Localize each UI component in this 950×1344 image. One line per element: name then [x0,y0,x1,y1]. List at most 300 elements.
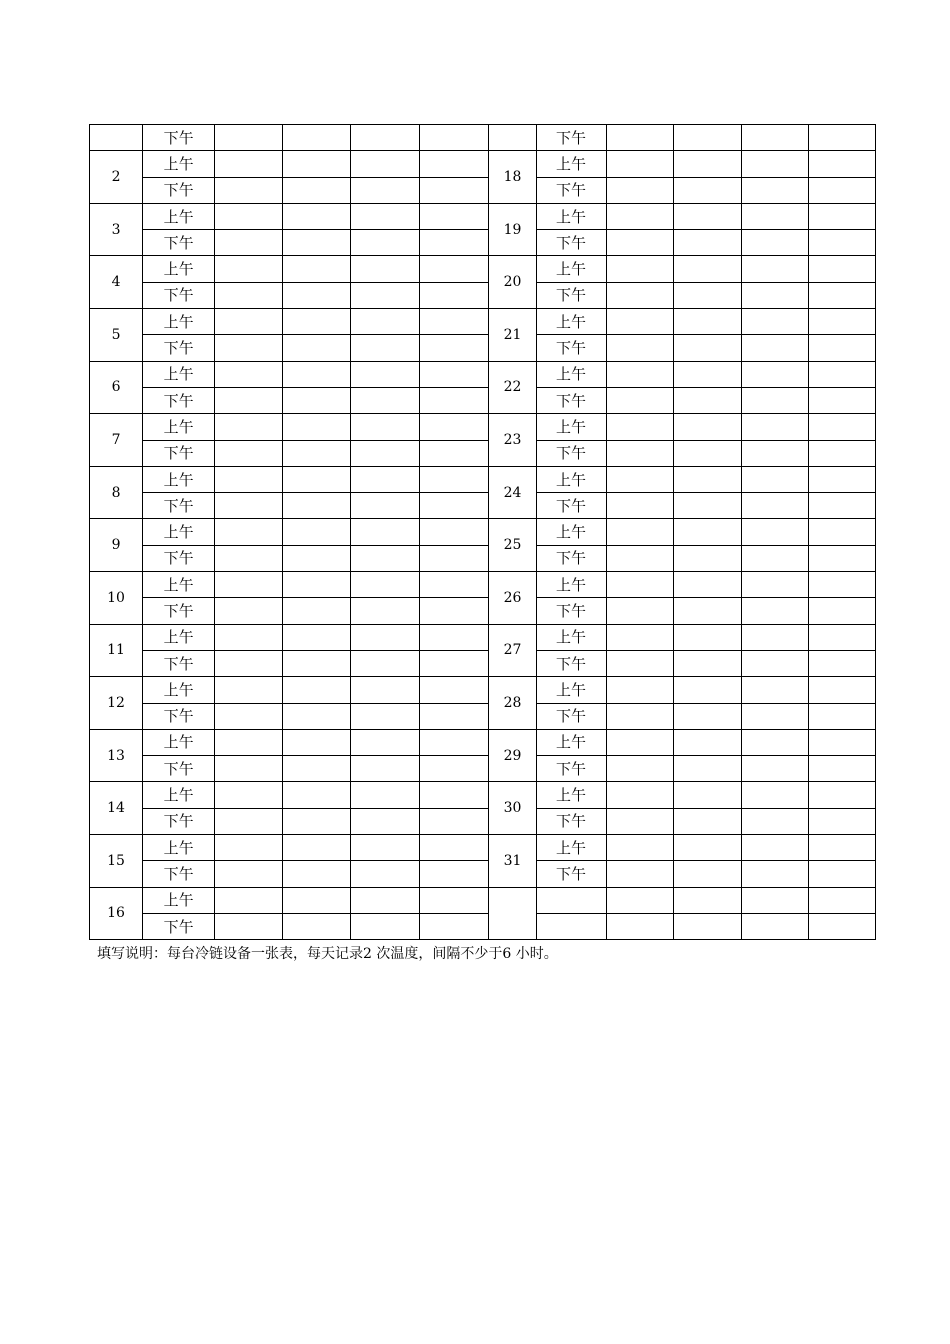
reading-cell[interactable] [741,519,808,545]
reading-cell[interactable] [606,861,673,887]
reading-cell[interactable] [215,729,283,755]
reading-cell[interactable] [808,230,875,256]
reading-cell[interactable] [673,335,741,361]
reading-cell[interactable] [741,598,808,624]
reading-cell[interactable] [741,335,808,361]
reading-cell[interactable] [606,913,673,939]
reading-cell[interactable] [808,309,875,335]
reading-cell[interactable] [351,756,420,782]
reading-cell[interactable] [606,650,673,676]
reading-cell[interactable] [741,309,808,335]
reading-cell[interactable] [283,729,351,755]
reading-cell[interactable] [673,256,741,282]
period-label: 上午 [143,256,215,282]
reading-cell[interactable] [741,414,808,440]
reading-cell[interactable] [351,519,420,545]
reading-cell[interactable] [215,125,283,151]
reading-cell[interactable] [215,335,283,361]
reading-cell[interactable] [215,466,283,492]
reading-cell[interactable] [351,414,420,440]
table-row [90,913,876,939]
period-label: 下午 [536,756,606,782]
reading-cell[interactable] [351,835,420,861]
day-number: 7 [90,414,143,467]
period-label: 上午 [536,466,606,492]
reading-cell[interactable] [808,756,875,782]
reading-cell[interactable] [215,887,283,913]
reading-cell[interactable] [808,545,875,571]
reading-cell[interactable] [351,361,420,387]
reading-cell[interactable] [215,703,283,729]
reading-cell[interactable] [351,677,420,703]
reading-cell[interactable] [673,913,741,939]
reading-cell[interactable] [741,729,808,755]
reading-cell[interactable] [283,572,351,598]
reading-cell[interactable] [673,519,741,545]
reading-cell[interactable] [215,440,283,466]
day-number: 30 [489,782,536,835]
reading-cell[interactable] [808,177,875,203]
reading-cell[interactable] [673,414,741,440]
reading-cell[interactable] [283,361,351,387]
table-row [90,677,876,703]
reading-cell[interactable] [351,177,420,203]
reading-cell[interactable] [351,913,420,939]
reading-cell[interactable] [215,309,283,335]
reading-cell[interactable] [741,913,808,939]
reading-cell[interactable] [673,572,741,598]
reading-cell[interactable] [606,835,673,861]
day-number [489,887,536,940]
reading-cell[interactable] [606,230,673,256]
reading-cell[interactable] [420,624,489,650]
reading-cell[interactable] [741,493,808,519]
reading-cell[interactable] [351,493,420,519]
reading-cell[interactable] [673,677,741,703]
reading-cell[interactable] [215,624,283,650]
reading-cell[interactable] [283,230,351,256]
reading-cell[interactable] [420,125,489,151]
reading-cell[interactable] [215,203,283,229]
reading-cell[interactable] [673,466,741,492]
period-label: 下午 [143,493,215,519]
day-number: 9 [90,519,143,572]
period-label: 上午 [536,309,606,335]
reading-cell[interactable] [673,440,741,466]
reading-cell[interactable] [351,703,420,729]
reading-cell[interactable] [808,835,875,861]
reading-cell[interactable] [420,230,489,256]
table-row [90,861,876,887]
reading-cell[interactable] [351,335,420,361]
reading-cell[interactable] [673,545,741,571]
reading-cell[interactable] [420,808,489,834]
period-label: 下午 [536,282,606,308]
reading-cell[interactable] [351,887,420,913]
reading-cell[interactable] [673,387,741,413]
reading-cell[interactable] [741,545,808,571]
reading-cell[interactable] [420,703,489,729]
reading-cell[interactable] [741,440,808,466]
reading-cell[interactable] [420,414,489,440]
table-row [90,414,876,440]
reading-cell[interactable] [673,203,741,229]
reading-cell[interactable] [283,203,351,229]
table-row [90,703,876,729]
reading-cell[interactable] [283,913,351,939]
reading-cell[interactable] [283,545,351,571]
reading-cell[interactable] [351,729,420,755]
table-row [90,256,876,282]
reading-cell[interactable] [351,282,420,308]
reading-cell[interactable] [351,572,420,598]
reading-cell[interactable] [808,729,875,755]
reading-cell[interactable] [741,361,808,387]
table-row [90,729,876,755]
reading-cell[interactable] [808,887,875,913]
reading-cell[interactable] [808,493,875,519]
reading-cell[interactable] [215,151,283,177]
reading-cell[interactable] [606,203,673,229]
period-label: 上午 [536,835,606,861]
reading-cell[interactable] [673,861,741,887]
period-label: 下午 [536,493,606,519]
reading-cell[interactable] [215,861,283,887]
reading-cell[interactable] [215,256,283,282]
day-number: 10 [90,572,143,625]
reading-cell[interactable] [606,309,673,335]
reading-cell[interactable] [808,256,875,282]
reading-cell[interactable] [215,493,283,519]
reading-cell[interactable] [420,519,489,545]
reading-cell[interactable] [420,466,489,492]
reading-cell[interactable] [808,335,875,361]
reading-cell[interactable] [808,361,875,387]
reading-cell[interactable] [741,808,808,834]
period-label: 上午 [536,361,606,387]
reading-cell[interactable] [673,756,741,782]
period-label: 上午 [536,256,606,282]
reading-cell[interactable] [283,519,351,545]
reading-cell[interactable] [741,624,808,650]
reading-cell[interactable] [283,782,351,808]
reading-cell[interactable] [215,677,283,703]
reading-cell[interactable] [283,256,351,282]
reading-cell[interactable] [420,782,489,808]
reading-cell[interactable] [808,861,875,887]
day-number: 11 [90,624,143,677]
reading-cell[interactable] [420,572,489,598]
period-label: 下午 [536,440,606,466]
reading-cell[interactable] [283,624,351,650]
reading-cell[interactable] [606,887,673,913]
reading-cell[interactable] [673,887,741,913]
reading-cell[interactable] [351,782,420,808]
reading-cell[interactable] [351,125,420,151]
reading-cell[interactable] [283,309,351,335]
reading-cell[interactable] [420,861,489,887]
reading-cell[interactable] [215,650,283,676]
reading-cell[interactable] [351,203,420,229]
day-number: 4 [90,256,143,309]
reading-cell[interactable] [215,598,283,624]
reading-cell[interactable] [420,177,489,203]
reading-cell[interactable] [741,203,808,229]
reading-cell[interactable] [351,545,420,571]
day-number: 14 [90,782,143,835]
reading-cell[interactable] [351,256,420,282]
reading-cell[interactable] [420,203,489,229]
reading-cell[interactable] [606,125,673,151]
reading-cell[interactable] [283,414,351,440]
reading-cell[interactable] [215,756,283,782]
reading-cell[interactable] [420,677,489,703]
reading-cell[interactable] [808,151,875,177]
reading-cell[interactable] [351,861,420,887]
table-row [90,887,876,913]
reading-cell[interactable] [741,125,808,151]
reading-cell[interactable] [283,677,351,703]
reading-cell[interactable] [741,650,808,676]
period-label [536,913,606,939]
reading-cell[interactable] [351,440,420,466]
reading-cell[interactable] [606,545,673,571]
reading-cell[interactable] [420,282,489,308]
reading-cell[interactable] [606,598,673,624]
reading-cell[interactable] [741,782,808,808]
period-label: 下午 [143,598,215,624]
reading-cell[interactable] [283,466,351,492]
reading-cell[interactable] [741,861,808,887]
reading-cell[interactable] [215,913,283,939]
reading-cell[interactable] [215,177,283,203]
reading-cell[interactable] [215,835,283,861]
reading-cell[interactable] [215,572,283,598]
reading-cell[interactable] [673,703,741,729]
day-number: 6 [90,361,143,414]
reading-cell[interactable] [351,808,420,834]
reading-cell[interactable] [741,835,808,861]
period-label: 上午 [143,414,215,440]
reading-cell[interactable] [808,677,875,703]
period-label: 下午 [143,230,215,256]
reading-cell[interactable] [606,572,673,598]
table-row [90,808,876,834]
reading-cell[interactable] [741,703,808,729]
reading-cell[interactable] [606,677,673,703]
reading-cell[interactable] [741,756,808,782]
reading-cell[interactable] [351,466,420,492]
reading-cell[interactable] [606,519,673,545]
day-number: 23 [489,414,536,467]
reading-cell[interactable] [606,387,673,413]
reading-cell[interactable] [606,782,673,808]
reading-cell[interactable] [808,650,875,676]
reading-cell[interactable] [283,650,351,676]
reading-cell[interactable] [808,519,875,545]
reading-cell[interactable] [741,282,808,308]
reading-cell[interactable] [420,598,489,624]
reading-cell[interactable] [606,177,673,203]
reading-cell[interactable] [673,835,741,861]
reading-cell[interactable] [215,414,283,440]
reading-cell[interactable] [808,466,875,492]
reading-cell[interactable] [741,887,808,913]
period-label: 下午 [143,756,215,782]
reading-cell[interactable] [606,282,673,308]
reading-cell[interactable] [673,151,741,177]
reading-cell[interactable] [808,203,875,229]
reading-cell[interactable] [673,782,741,808]
reading-cell[interactable] [673,650,741,676]
reading-cell[interactable] [283,887,351,913]
reading-cell[interactable] [420,387,489,413]
table-row [90,624,876,650]
reading-cell[interactable] [351,650,420,676]
period-label: 上午 [536,729,606,755]
reading-cell[interactable] [808,913,875,939]
reading-cell[interactable] [420,650,489,676]
reading-cell[interactable] [606,466,673,492]
day-number: 3 [90,203,143,256]
reading-cell[interactable] [283,598,351,624]
reading-cell[interactable] [283,861,351,887]
day-number: 21 [489,309,536,362]
reading-cell[interactable] [673,282,741,308]
reading-cell[interactable] [606,361,673,387]
reading-cell[interactable] [351,309,420,335]
reading-cell[interactable] [420,835,489,861]
reading-cell[interactable] [673,493,741,519]
reading-cell[interactable] [673,177,741,203]
reading-cell[interactable] [215,387,283,413]
reading-cell[interactable] [673,624,741,650]
table-row [90,230,876,256]
reading-cell[interactable] [606,335,673,361]
period-label: 下午 [143,808,215,834]
reading-cell[interactable] [283,703,351,729]
reading-cell[interactable] [741,466,808,492]
reading-cell[interactable] [606,808,673,834]
reading-cell[interactable] [420,335,489,361]
reading-cell[interactable] [283,177,351,203]
day-number: 24 [489,466,536,519]
period-label: 上午 [143,309,215,335]
period-label: 上午 [536,782,606,808]
reading-cell[interactable] [283,125,351,151]
reading-cell[interactable] [673,598,741,624]
reading-cell[interactable] [420,729,489,755]
reading-cell[interactable] [420,309,489,335]
reading-cell[interactable] [351,387,420,413]
reading-cell[interactable] [673,230,741,256]
reading-cell[interactable] [808,414,875,440]
day-number: 16 [90,887,143,940]
period-label: 上午 [536,151,606,177]
reading-cell[interactable] [606,624,673,650]
reading-cell[interactable] [420,756,489,782]
reading-cell[interactable] [741,677,808,703]
reading-cell[interactable] [808,125,875,151]
reading-cell[interactable] [808,440,875,466]
reading-cell[interactable] [283,808,351,834]
reading-cell[interactable] [673,808,741,834]
reading-cell[interactable] [606,256,673,282]
reading-cell[interactable] [283,835,351,861]
reading-cell[interactable] [673,309,741,335]
period-label: 上午 [536,519,606,545]
table-row [90,598,876,624]
reading-cell[interactable] [606,493,673,519]
reading-cell[interactable] [808,282,875,308]
reading-cell[interactable] [673,125,741,151]
reading-cell[interactable] [215,808,283,834]
reading-cell[interactable] [606,729,673,755]
reading-cell[interactable] [351,151,420,177]
reading-cell[interactable] [741,177,808,203]
reading-cell[interactable] [606,703,673,729]
reading-cell[interactable] [741,256,808,282]
reading-cell[interactable] [420,440,489,466]
reading-cell[interactable] [283,387,351,413]
reading-cell[interactable] [420,545,489,571]
reading-cell[interactable] [215,519,283,545]
reading-cell[interactable] [741,230,808,256]
period-label: 下午 [143,650,215,676]
reading-cell[interactable] [808,387,875,413]
reading-cell[interactable] [420,887,489,913]
period-label: 下午 [143,125,215,151]
reading-cell[interactable] [215,361,283,387]
reading-cell[interactable] [808,624,875,650]
reading-cell[interactable] [808,703,875,729]
reading-cell[interactable] [420,493,489,519]
reading-cell[interactable] [283,493,351,519]
reading-cell[interactable] [673,729,741,755]
reading-cell[interactable] [351,230,420,256]
reading-cell[interactable] [808,598,875,624]
day-cell [90,125,143,151]
reading-cell[interactable] [283,440,351,466]
reading-cell[interactable] [420,151,489,177]
reading-cell[interactable] [741,387,808,413]
reading-cell[interactable] [741,572,808,598]
reading-cell[interactable] [606,414,673,440]
reading-cell[interactable] [606,440,673,466]
reading-cell[interactable] [808,808,875,834]
reading-cell[interactable] [283,756,351,782]
reading-cell[interactable] [283,335,351,361]
reading-cell[interactable] [351,624,420,650]
reading-cell[interactable] [606,151,673,177]
reading-cell[interactable] [420,913,489,939]
reading-cell[interactable] [808,572,875,598]
reading-cell[interactable] [420,256,489,282]
reading-cell[interactable] [215,282,283,308]
reading-cell[interactable] [741,151,808,177]
reading-cell[interactable] [673,361,741,387]
reading-cell[interactable] [420,361,489,387]
reading-cell[interactable] [606,756,673,782]
reading-cell[interactable] [808,782,875,808]
table-row [90,282,876,308]
reading-cell[interactable] [351,598,420,624]
reading-cell[interactable] [283,151,351,177]
reading-cell[interactable] [215,230,283,256]
reading-cell[interactable] [283,282,351,308]
reading-cell[interactable] [215,782,283,808]
reading-cell[interactable] [215,545,283,571]
